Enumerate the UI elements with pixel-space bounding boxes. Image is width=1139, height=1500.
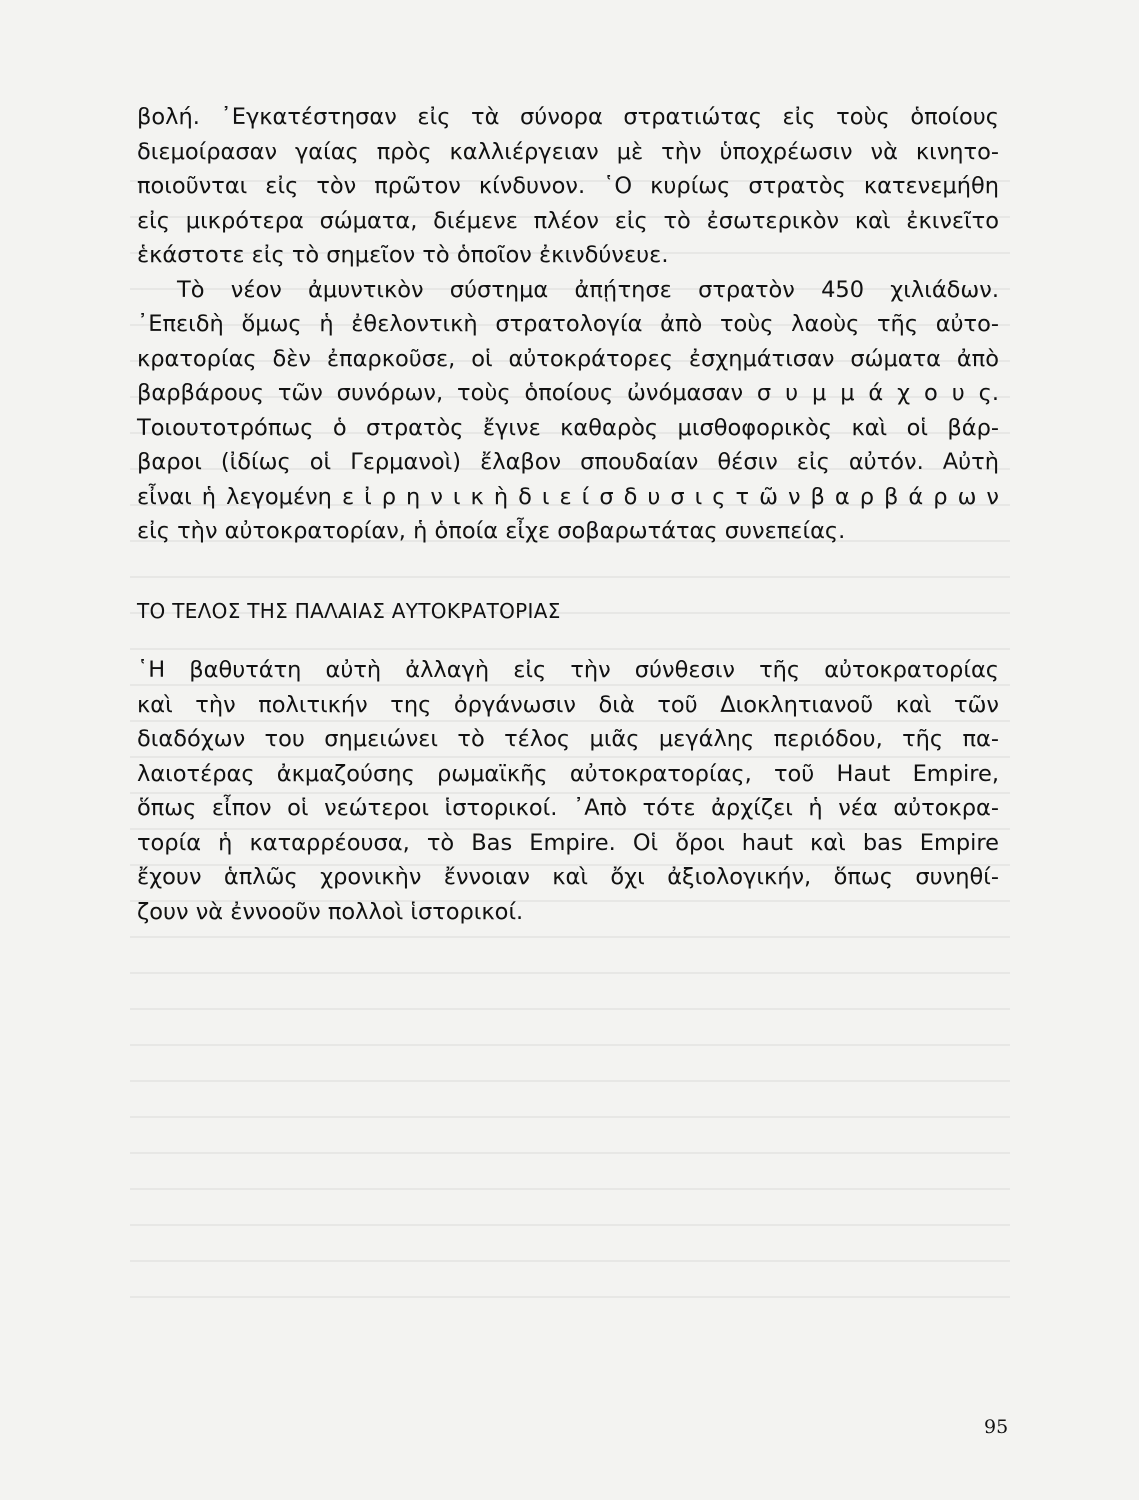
text-line: βαρβάρους τῶν συνόρων, τοὺς ὁποίους ὠνόμασαν σ υ μ μ ά χ ο υ ς. (137, 380, 999, 406)
paragraph-defense-system (137, 100, 999, 273)
text-line: ὅπως εἶπον οἱ νεώτεροι ἱστορικοί. ᾿Απὸ τότε ἀρχίζει ἡ νέα αὐτοκρα- (137, 795, 999, 821)
text-line: βαροι (ἰδίως οἱ Γερμανοὶ) ἔλαβον σπουδαίαν θέσιν εἰς αὐτόν. Αὐτὴ (137, 449, 999, 475)
body-text-bottom (137, 653, 999, 929)
paragraph-barbarian-infiltration (137, 273, 999, 549)
text-line: ἔχουν ἁπλῶς χρονικὴν ἔννοιαν καὶ ὄχι ἀξιολογικήν, ὅπως συνηθί- (137, 864, 999, 890)
text-line: διεμοίρασαν γαίας πρὸς καλλιέργειαν μὲ τὴν ὑποχρέωσιν νὰ κινητο- (137, 138, 999, 165)
text-line: διαδόχων του σημειώνει τὸ τέλος μιᾶς μεγάλης περιόδου, τῆς πα- (137, 726, 999, 752)
text-line: εἰς τὴν αὐτοκρατορίαν, ἡ ὁποία εἶχε σοβαρωτάτας συνεπείας. (137, 518, 846, 544)
section-heading: ΤΟ ΤΕΛΟΣ ΤΗΣ ΠΑΛΑΙΑΣ ΑΥΤΟΚΡΑΤΟΡΙΑΣ (137, 599, 561, 623)
text-line: ῾Η βαθυτάτη αὐτὴ ἀλλαγὴ εἰς τὴν σύνθεσιν τῆς αὐτοκρατορίας (137, 657, 999, 683)
text-line: ποιοῦνται εἰς τὸν πρῶτον κίνδυνον. ῾Ο κυρίως στρατὸς κατενεμήθη (137, 173, 999, 199)
text-line: καὶ τὴν πολιτικήν της ὀργάνωσιν διὰ τοῦ Διοκλητιανοῦ καὶ τῶν (137, 691, 999, 718)
text-line: Τοιουτοτρόπως ὁ στρατὸς ἔγινε καθαρὸς μισθοφορικὸς καὶ οἱ βάρ- (137, 414, 999, 441)
text-line: Τὸ νέον ἀμυντικὸν σύστημα ἀπῄτησε στρατὸν 450 χιλιάδων. (177, 276, 999, 303)
text-line: εἶναι ἡ λεγομένη ε ἰ ρ η ν ι κ ὴ δ ι ε ί σ δ υ σ ι ς τ ῶ ν β α ρ β ά ρ ω ν (137, 483, 999, 510)
page-number: 95 (984, 1416, 1009, 1438)
text-line: κρατορίας δὲν ἐπαρκοῦσε, οἱ αὐτοκράτορες ἐσχημάτισαν σώματα ἀπὸ (137, 345, 999, 372)
text-line: ἑκάστοτε εἰς τὸ σημεῖον τὸ ὁποῖον ἐκινδύνευε. (137, 242, 669, 268)
text-line: εἰς μικρότερα σώματα, διέμενε πλέον εἰς τὸ ἐσωτερικὸν καὶ ἐκινεῖτο (137, 207, 999, 234)
text-line: λαιοτέρας ἀκμαζούσης ρωμαϊκῆς αὐτοκρατορίας, τοῦ Haut Empire, (137, 760, 999, 787)
text-line: ᾿Επειδὴ ὅμως ἡ ἐθελοντικὴ στρατολογία ἀπὸ τοὺς λαοὺς τῆς αὐτο- (137, 311, 999, 337)
paragraph-end-of-empire (137, 653, 999, 929)
text-line: ζουν νὰ ἐννοοῦν πολλοὶ ἱστορικοί. (137, 898, 524, 925)
text-line: τορία ἡ καταρρέουσα, τὸ Bas Empire. Οἱ ὅροι haut καὶ bas Empire (137, 829, 999, 856)
body-text-top (137, 100, 999, 549)
text-line: βολή. ᾿Εγκατέστησαν εἰς τὰ σύνορα στρατιώτας εἰς τοὺς ὁποίους (137, 104, 999, 130)
